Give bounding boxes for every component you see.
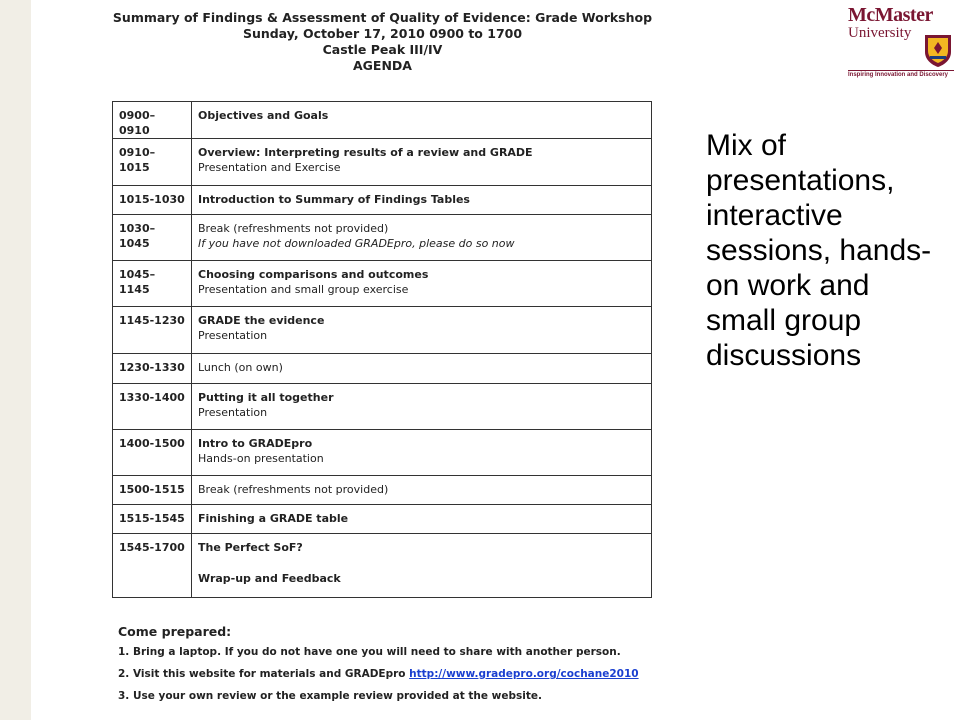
logo-divider (848, 70, 954, 71)
session-cell: GRADE the evidence Presentation (192, 307, 652, 354)
time-cell: 1045–1145 (113, 261, 192, 307)
header-agenda: AGENDA (353, 58, 412, 73)
prepare-item-1: 1. Bring a laptop. If you do not have one you will need to share with another person. (118, 646, 621, 658)
table-row (113, 354, 652, 384)
time-cell: 0900–0910 (113, 102, 192, 139)
table-row (113, 505, 652, 534)
time-cell: 1230-1330 (113, 354, 192, 384)
slide-left-bar (0, 0, 31, 720)
table-row (113, 102, 652, 139)
table-row (113, 476, 652, 505)
prepare-item-2: 2. Visit this website for materials and GRADEpro http://www.gradepro.org/cochane2010 (118, 668, 639, 680)
table-row (113, 307, 652, 354)
time-cell: 1400-1500 (113, 430, 192, 476)
session-format-text: Mix of presentations, interactive sessions, hands-on work and small group discussions (706, 129, 932, 372)
time-cell: 1515-1545 (113, 505, 192, 534)
table-row (113, 430, 652, 476)
session-cell: Objectives and Goals (192, 102, 652, 139)
logo-name: McMaster (848, 4, 933, 26)
session-cell: The Perfect SoF? Wrap-up and Feedback (192, 534, 652, 598)
session-cell: Putting it all together Presentation (192, 384, 652, 430)
session-cell: Lunch (on own) (192, 354, 652, 384)
table-row (113, 186, 652, 215)
session-cell: Introduction to Summary of Findings Tables (192, 186, 652, 215)
session-cell: Overview: Interpreting results of a review and GRADE Presentation and Exercise (192, 139, 652, 186)
prepare-item-3: 3. Use your own review or the example review provided at the website. (118, 690, 542, 702)
time-cell: 1500-1515 (113, 476, 192, 505)
session-cell: Choosing comparisons and outcomes Presentation and small group exercise (192, 261, 652, 307)
crest-icon (924, 34, 952, 68)
gradepro-link[interactable]: http://www.gradepro.org/cochane2010 (409, 668, 639, 680)
come-prepared-title: Come prepared: (118, 624, 232, 639)
table-row (113, 139, 652, 186)
agenda-table (112, 101, 652, 598)
table-row (113, 215, 652, 261)
table-row (113, 534, 652, 598)
table-row (113, 261, 652, 307)
table-row (113, 384, 652, 430)
time-cell: 1145-1230 (113, 307, 192, 354)
time-cell: 1545-1700 (113, 534, 192, 598)
time-cell: 0910–1015 (113, 139, 192, 186)
logo-tagline: Inspiring Innovation and Discovery (848, 72, 949, 78)
time-cell: 1030–1045 (113, 215, 192, 261)
time-cell: 1330-1400 (113, 384, 192, 430)
session-cell: Break (refreshments not provided) If you have not downloaded GRADEpro, please do so now (192, 215, 652, 261)
mcmaster-logo (848, 6, 954, 86)
header-location: Castle Peak III/IV (322, 42, 443, 57)
session-cell: Intro to GRADEpro Hands-on presentation (192, 430, 652, 476)
logo-university: University (848, 25, 912, 41)
agenda-header (110, 10, 655, 74)
come-prepared-section (118, 624, 639, 707)
header-date: Sunday, October 17, 2010 0900 to 1700 (242, 26, 523, 41)
session-cell: Finishing a GRADE table (192, 505, 652, 534)
time-cell: 1015-1030 (113, 186, 192, 215)
header-title: Summary of Findings & Assessment of Quality of Evidence: Grade Workshop (112, 10, 653, 25)
session-cell: Break (refreshments not provided) (192, 476, 652, 505)
